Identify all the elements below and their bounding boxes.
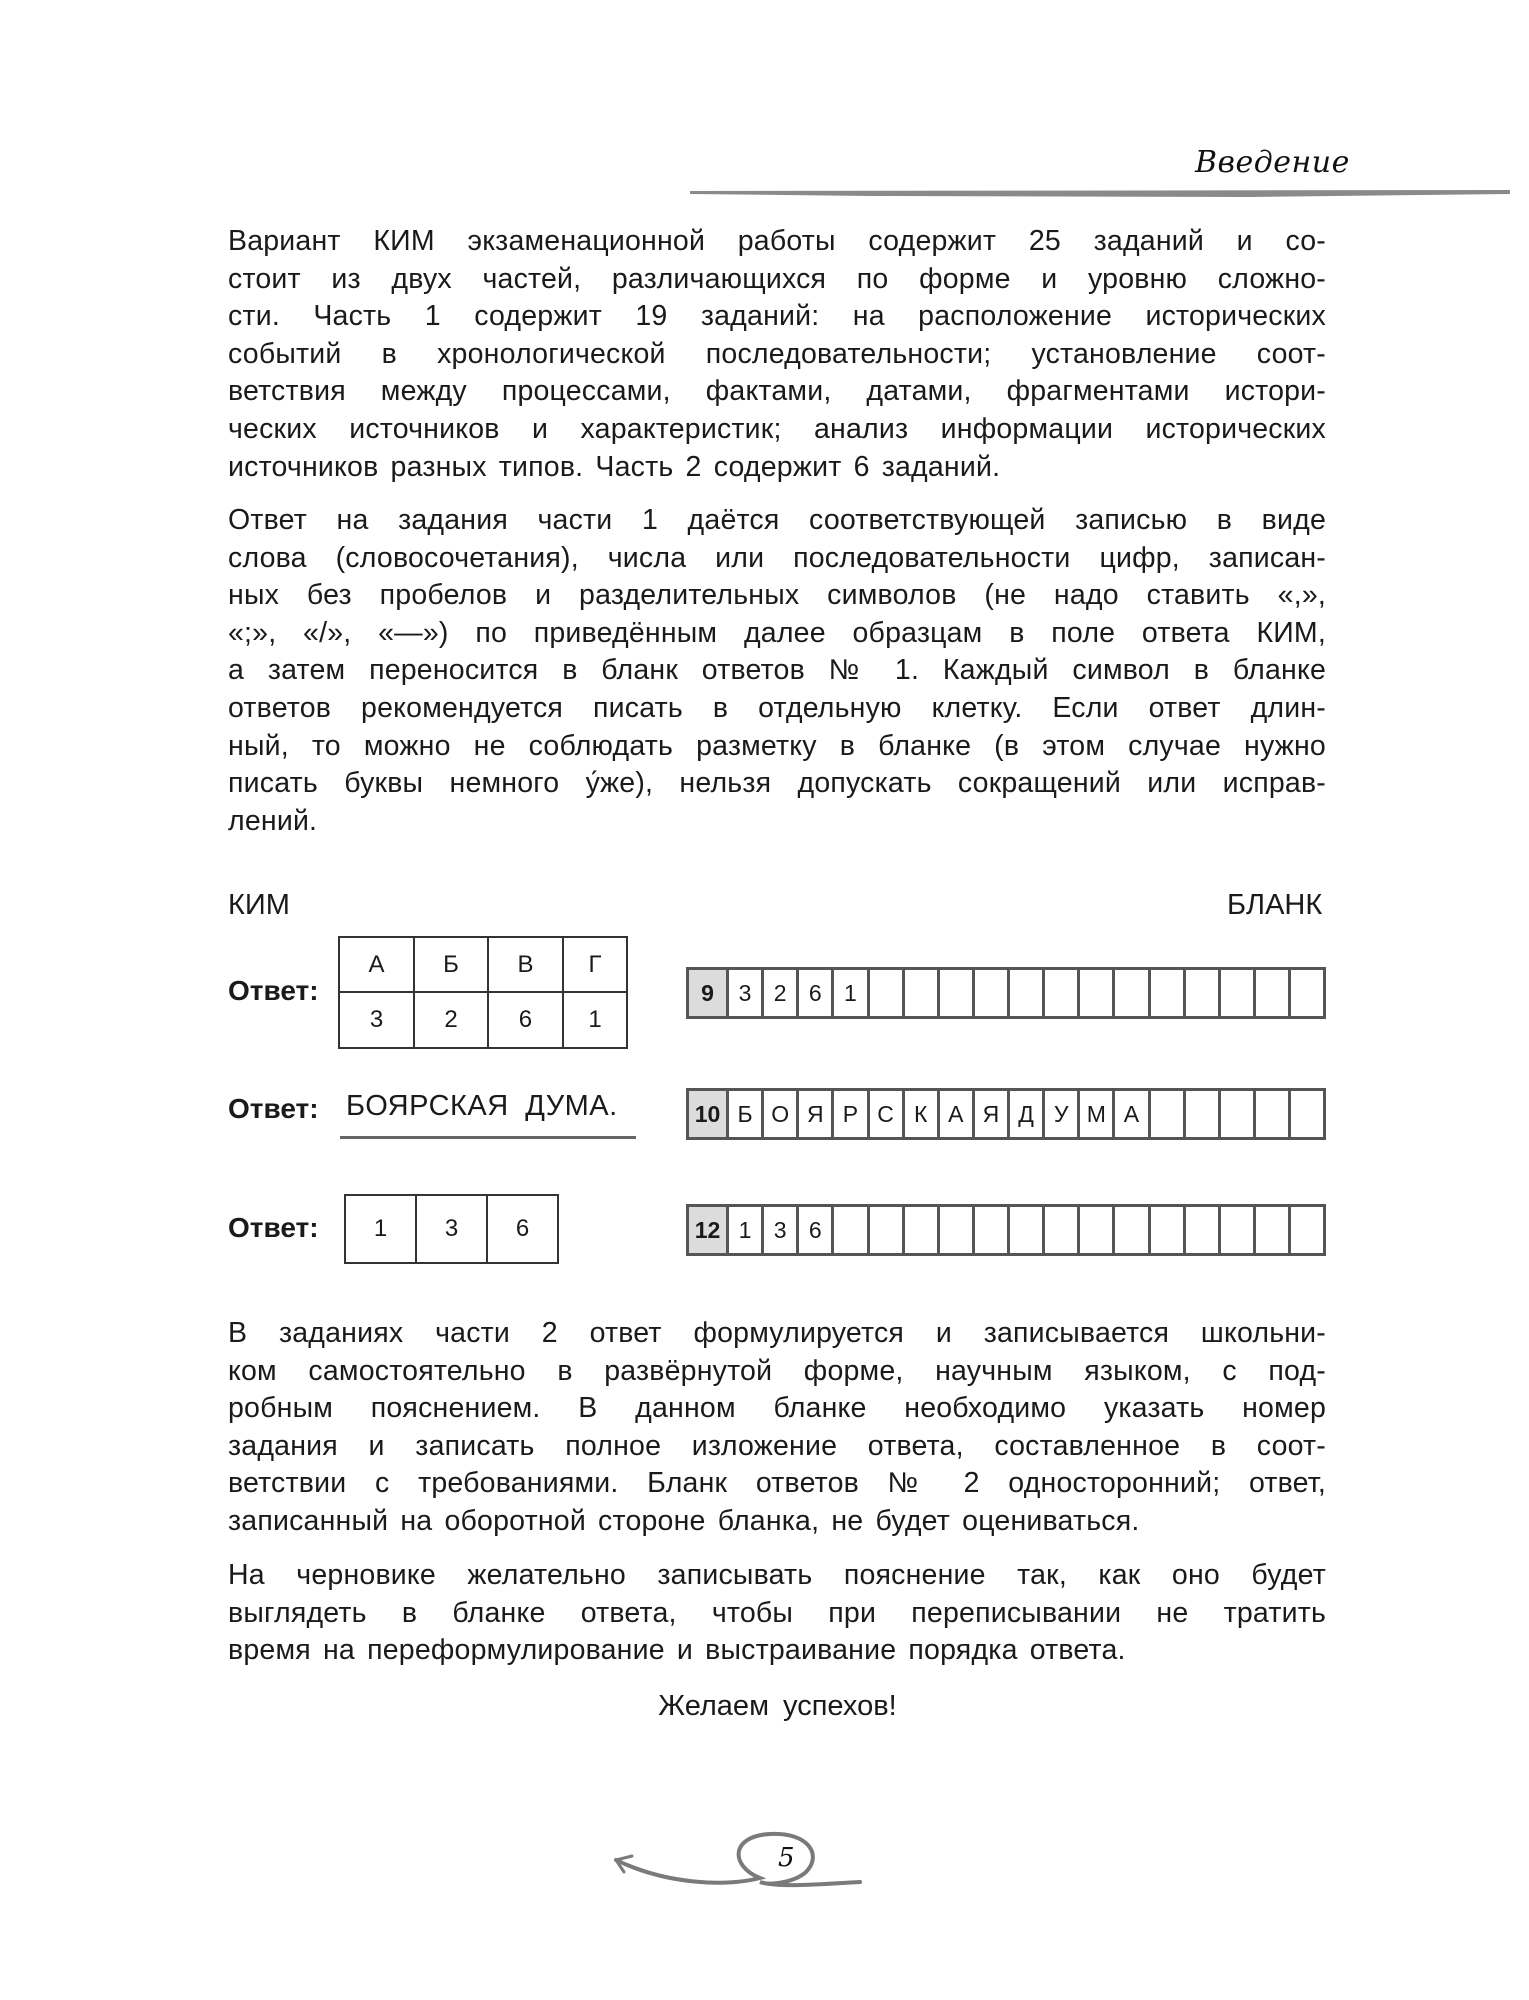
kim-answer-table-digits xyxy=(344,1194,559,1264)
text-line: ческих источников и характеристик; анализ информации исторических xyxy=(228,412,1326,445)
table-header-cell: Г xyxy=(563,937,627,992)
blank-label: БЛАНК xyxy=(1227,889,1323,921)
text-line: На черновике желательно записывать пояснение так, как оно будет xyxy=(228,1559,1326,1591)
blank-cell: Р xyxy=(834,1091,869,1137)
blank-cell: Б xyxy=(729,1091,764,1137)
section-title: Введение xyxy=(1195,145,1350,180)
task-number-cell: 9 xyxy=(689,970,729,1016)
paragraph-part1-answers xyxy=(228,502,1326,840)
kim-answer-table-letters xyxy=(338,936,628,1049)
text-line: ных без пробелов и разделительных символов (не надо ставить «,», xyxy=(228,579,1326,612)
text-line: событий в хронологической последовательности; установление соот- xyxy=(228,337,1326,370)
blank-cell: О xyxy=(764,1091,799,1137)
blank-cell: Я xyxy=(975,1091,1010,1137)
blank-cell xyxy=(940,970,975,1016)
blank-cell: 1 xyxy=(834,970,869,1016)
text-line: писать буквы немного у́же), нельзя допускать сокращений или исправ- xyxy=(228,767,1326,800)
header-rule xyxy=(690,189,1510,197)
blank-cell: 3 xyxy=(729,970,764,1016)
blank-cell xyxy=(1151,1207,1186,1253)
text-line: источников разных типов. Часть 2 содержит 6 заданий. xyxy=(228,450,1001,483)
blank-cell: М xyxy=(1080,1091,1115,1137)
text-line: ный, то можно не соблюдать разметку в бланке (в этом случае нужно xyxy=(228,729,1326,762)
closing-wish: Желаем успехов! xyxy=(658,1690,897,1722)
page-number: 5 xyxy=(778,1843,795,1873)
blank-cell xyxy=(1291,1207,1323,1253)
paragraph-draft-advice xyxy=(228,1557,1326,1670)
text-line: стоит из двух частей, различающихся по форме и уровню сложно- xyxy=(228,262,1326,295)
text-line: задания и записать полное изложение ответа, составленное в соот- xyxy=(228,1429,1326,1462)
blank-cell xyxy=(1115,1207,1150,1253)
text-line: время на переформулирование и выстраивание порядка ответа. xyxy=(228,1634,1126,1667)
table-value-cell: 1 xyxy=(345,1195,416,1263)
table-value-cell: 3 xyxy=(416,1195,487,1263)
blank-cell xyxy=(940,1207,975,1253)
page-number-ornament xyxy=(610,1826,870,1906)
blank-answer-row-10 xyxy=(686,1088,1326,1140)
blank-cell xyxy=(1151,970,1186,1016)
answer-label: Ответ: xyxy=(228,1212,319,1243)
paragraph-part2-answers xyxy=(228,1315,1326,1541)
blank-cell xyxy=(1045,1207,1080,1253)
blank-cell xyxy=(1115,970,1150,1016)
answer-label: Ответ: xyxy=(228,975,319,1006)
blank-cell xyxy=(1256,1207,1291,1253)
blank-cell: 6 xyxy=(799,1207,834,1253)
swirl-arrow-icon xyxy=(610,1826,870,1906)
blank-cell xyxy=(1010,970,1045,1016)
blank-cell: Д xyxy=(1010,1091,1045,1137)
text-line: ветствии с требованиями. Бланк ответов № 2 односторонний; ответ, xyxy=(228,1467,1326,1500)
blank-cell xyxy=(1080,1207,1115,1253)
text-line: записанный на оборотной стороне бланка, не будет оцениваться. xyxy=(228,1504,1140,1537)
text-line: ветствия между процессами, фактами, датами, фрагментами истори- xyxy=(228,375,1326,408)
task-number-cell: 10 xyxy=(689,1091,729,1137)
text-line: сти. Часть 1 содержит 19 заданий: на расположение исторических xyxy=(228,300,1326,333)
blank-cell: А xyxy=(1115,1091,1150,1137)
paragraph-structure xyxy=(228,223,1326,486)
blank-cell: С xyxy=(870,1091,905,1137)
blank-cell xyxy=(1291,1091,1323,1137)
blank-cell xyxy=(975,970,1010,1016)
kim-label: КИМ xyxy=(228,889,290,921)
blank-cell: К xyxy=(905,1091,940,1137)
blank-cell xyxy=(1291,970,1323,1016)
blank-cell xyxy=(1010,1207,1045,1253)
blank-cell xyxy=(1256,1091,1291,1137)
text-line: «;», «/», «—») по приведённым далее образцам в поле ответа КИМ, xyxy=(228,616,1326,649)
blank-cell: А xyxy=(940,1091,975,1137)
blank-cell xyxy=(1221,1207,1256,1253)
table-header-cell: В xyxy=(488,937,563,992)
text-line: ком самостоятельно в развёрнутой форме, научным языком, с под- xyxy=(228,1354,1326,1387)
blank-cell xyxy=(1256,970,1291,1016)
text-line: Ответ на задания части 1 даётся соответствующей записью в виде xyxy=(228,504,1326,536)
text-line: слова (словосочетания), числа или последовательности цифр, записан- xyxy=(228,541,1326,574)
table-value-cell: 6 xyxy=(488,992,563,1048)
blank-cell xyxy=(975,1207,1010,1253)
text-line: ответов рекомендуется писать в отдельную клетку. Если ответ длин- xyxy=(228,691,1326,724)
text-line: выглядеть в бланке ответа, чтобы при переписывании не тратить xyxy=(228,1596,1326,1629)
blank-cell xyxy=(905,1207,940,1253)
blank-cell xyxy=(1045,970,1080,1016)
blank-cell xyxy=(1080,970,1115,1016)
table-header-cell: Б xyxy=(414,937,488,992)
text-line: Вариант КИМ экзаменационной работы содержит 25 заданий и со- xyxy=(228,225,1326,257)
answer-label: Ответ: xyxy=(228,1093,319,1124)
text-line: а затем переносится в бланк ответов № 1. Каждый символ в бланке xyxy=(228,654,1326,687)
blank-cell xyxy=(870,1207,905,1253)
blank-cell: 2 xyxy=(764,970,799,1016)
blank-cell xyxy=(834,1207,869,1253)
blank-cell: Я xyxy=(799,1091,834,1137)
blank-cell xyxy=(1186,1091,1221,1137)
blank-cell xyxy=(1221,1091,1256,1137)
answer-underline xyxy=(340,1136,636,1139)
blank-answer-row-12 xyxy=(686,1204,1326,1256)
table-value-cell: 2 xyxy=(414,992,488,1048)
table-header-cell: А xyxy=(339,937,414,992)
blank-cell: 3 xyxy=(764,1207,799,1253)
text-answer: БОЯРСКАЯ ДУМА. xyxy=(346,1090,618,1122)
text-line: робным пояснением. В данном бланке необходимо указать номер xyxy=(228,1392,1326,1425)
blank-cell xyxy=(870,970,905,1016)
blank-cell: 1 xyxy=(729,1207,764,1253)
blank-cell xyxy=(1151,1091,1186,1137)
blank-cell xyxy=(905,970,940,1016)
text-line: В заданиях части 2 ответ формулируется и записывается школьни- xyxy=(228,1317,1326,1349)
blank-cell xyxy=(1221,970,1256,1016)
table-value-cell: 6 xyxy=(487,1195,558,1263)
blank-cell xyxy=(1186,970,1221,1016)
table-value-cell: 1 xyxy=(563,992,627,1048)
task-number-cell: 12 xyxy=(689,1207,729,1253)
blank-answer-row-9 xyxy=(686,967,1326,1019)
blank-cell: 6 xyxy=(799,970,834,1016)
blank-cell xyxy=(1186,1207,1221,1253)
text-line: лений. xyxy=(228,804,318,837)
blank-cell: У xyxy=(1045,1091,1080,1137)
table-value-cell: 3 xyxy=(339,992,414,1048)
